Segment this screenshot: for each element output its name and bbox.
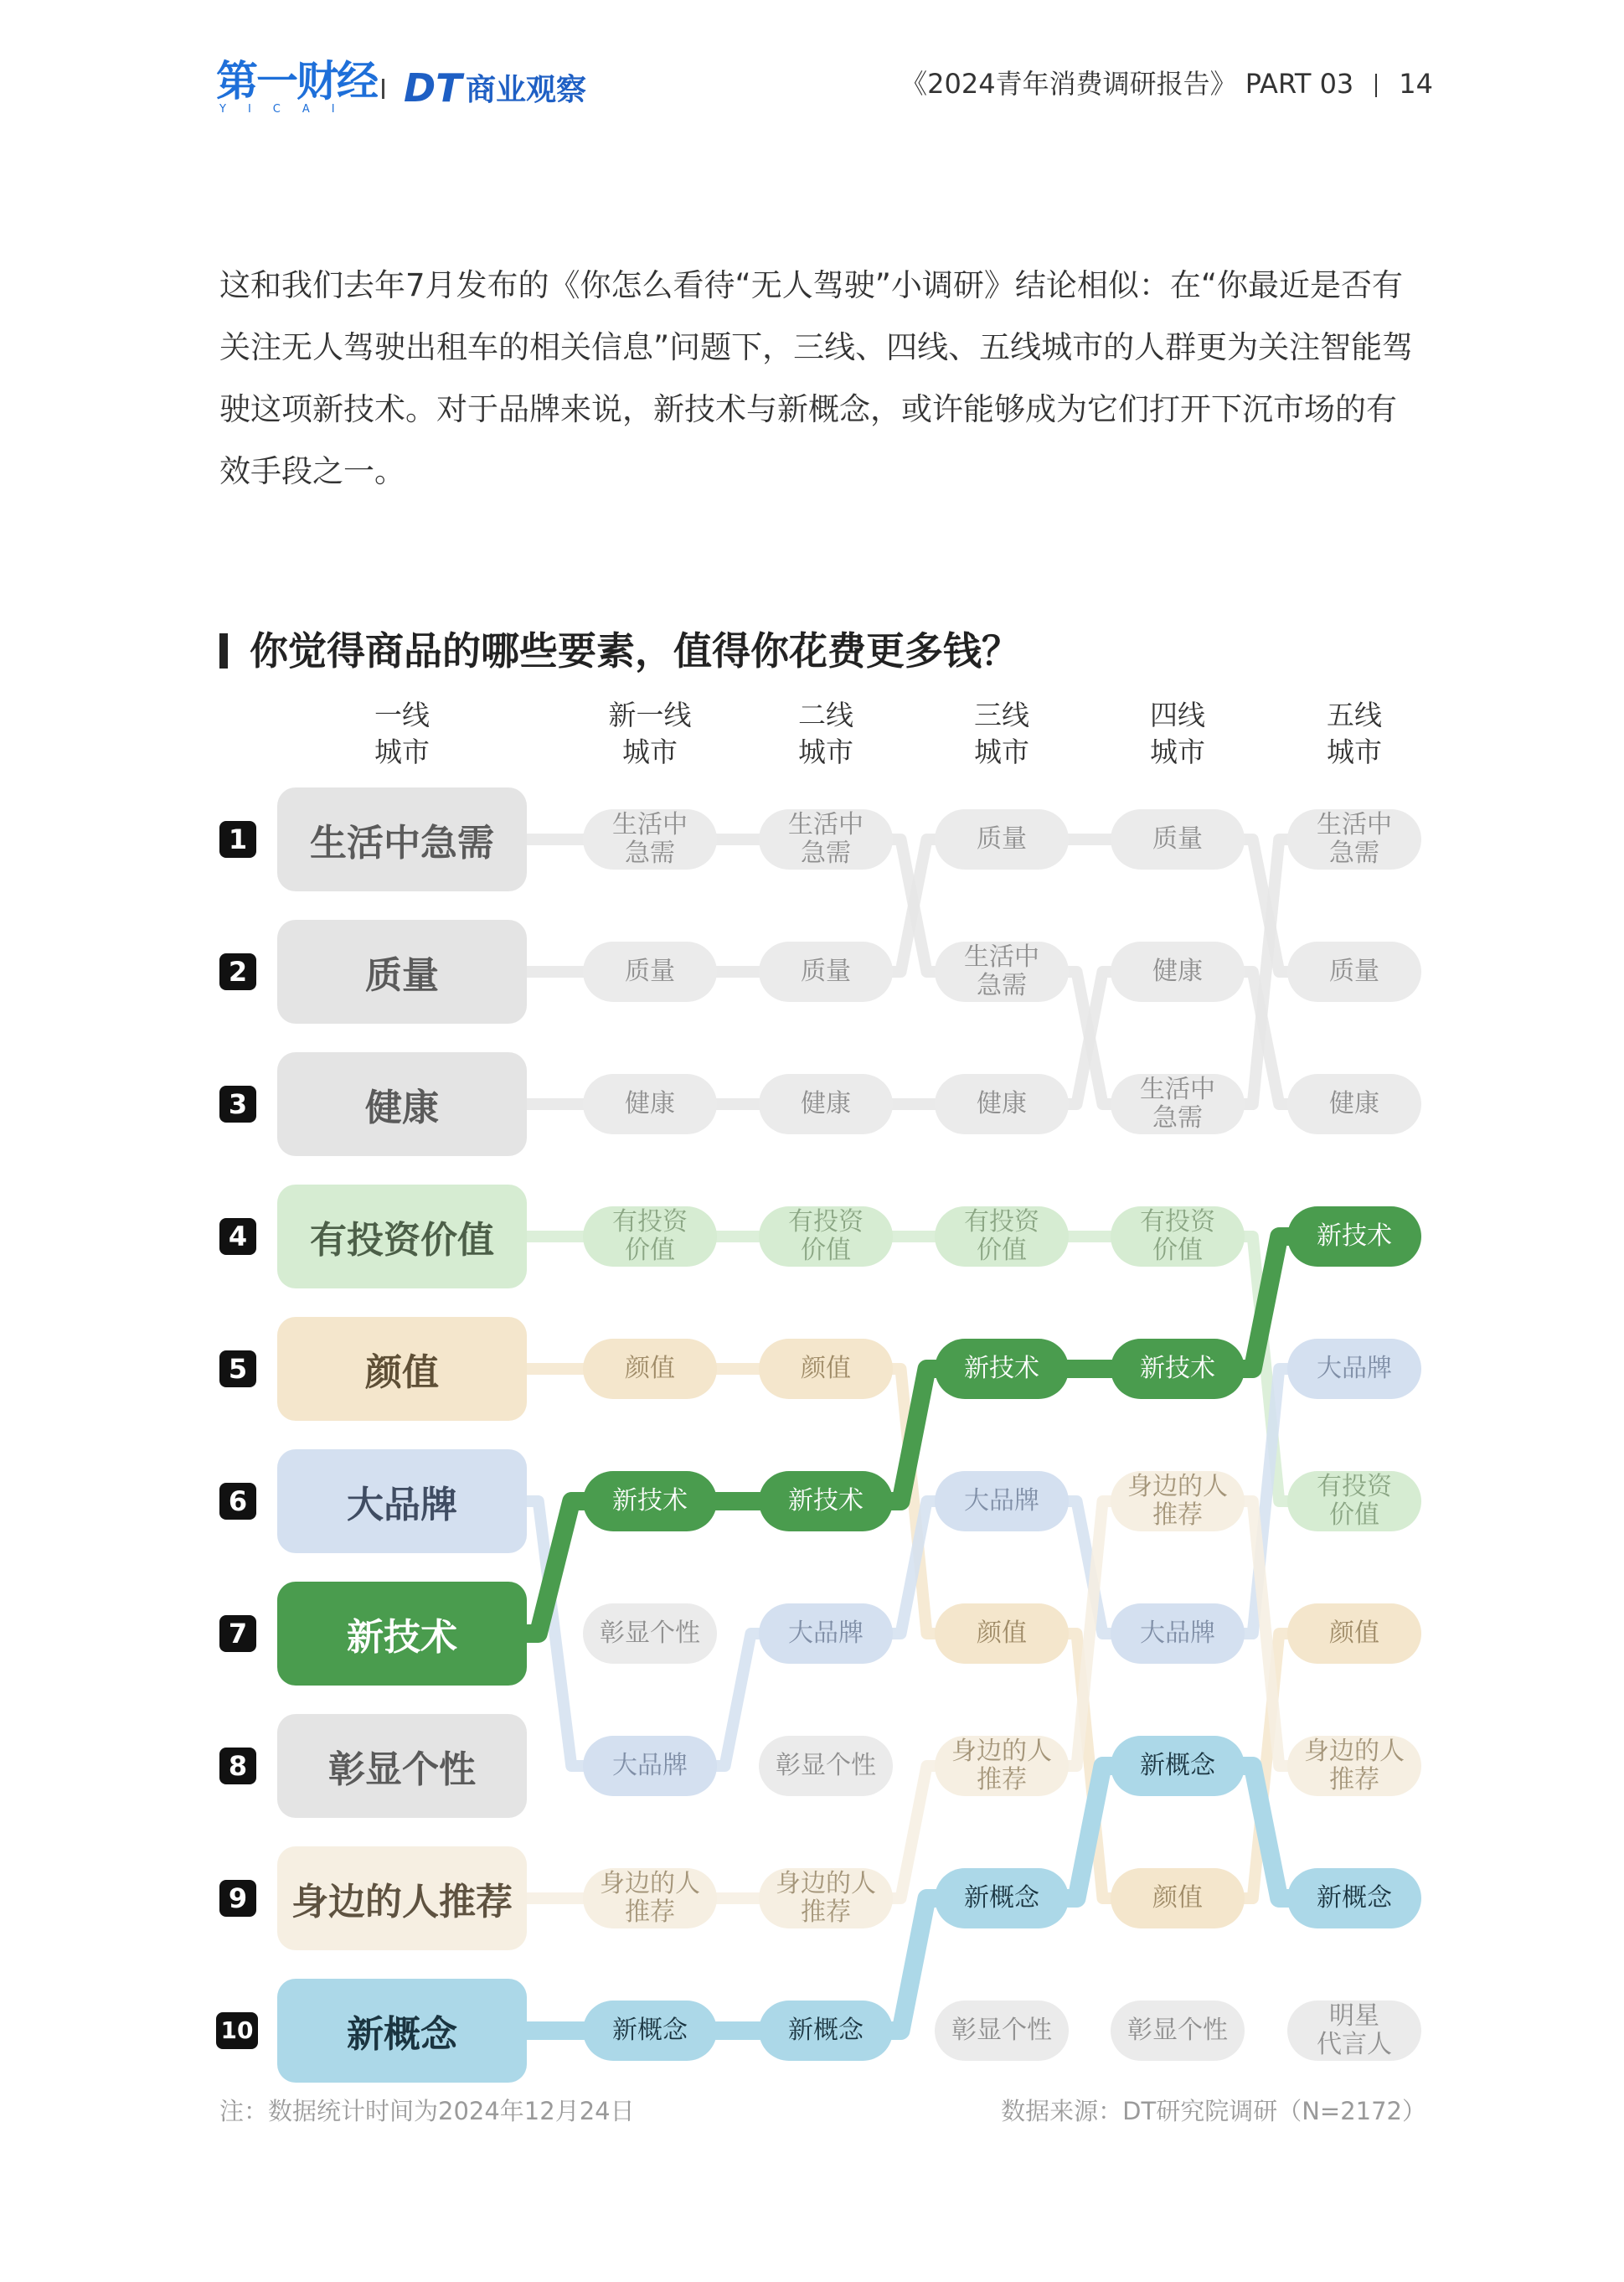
column-header-line1: 五线 (1327, 699, 1382, 731)
rank-pill: 生活中 急需 (759, 809, 893, 870)
rank-pill: 颜值 (583, 1339, 717, 1399)
first-tier-label: 健康 (277, 1052, 527, 1156)
dt-logo: DT (404, 65, 462, 111)
rank-badge: 6 (219, 1483, 256, 1520)
rank-pill: 彰显个性 (1111, 2001, 1245, 2061)
rank-pill: 有投资 价值 (1111, 1206, 1245, 1267)
rank-pill: 生活中 急需 (583, 809, 717, 870)
rank-badge: 4 (219, 1218, 256, 1255)
rank-pill: 颜值 (935, 1603, 1069, 1664)
rank-pill: 身边的人 推荐 (1111, 1471, 1245, 1531)
rank-pill: 身边的人 推荐 (759, 1868, 893, 1928)
dt-logo-text: 商业观察 (466, 73, 587, 107)
rank-pill: 颜值 (759, 1339, 893, 1399)
rank-pill: 大品牌 (759, 1603, 893, 1664)
rank-pill: 新技术 (1287, 1206, 1421, 1267)
rank-pill: 健康 (935, 1074, 1069, 1134)
rank-pill: 颜值 (1111, 1868, 1245, 1928)
rank-badge: 5 (219, 1350, 256, 1387)
rank-pill: 有投资 价值 (935, 1206, 1069, 1267)
rank-badge: 3 (219, 1086, 256, 1123)
column-header-line2: 城市 (798, 736, 853, 768)
rank-pill: 质量 (1111, 809, 1245, 870)
rank-badge: 2 (219, 953, 256, 990)
rank-pill: 新技术 (583, 1471, 717, 1531)
rank-pill: 质量 (1287, 942, 1421, 1002)
rank-pill: 彰显个性 (935, 2001, 1069, 2061)
rank-pill: 新概念 (583, 2001, 717, 2061)
report-title: 《2024青年消费调研报告》 (900, 68, 1237, 100)
rank-pill: 新技术 (759, 1471, 893, 1531)
first-tier-label: 身边的人推荐 (277, 1846, 527, 1950)
rank-pill: 生活中 急需 (1287, 809, 1421, 870)
rank-pill: 新概念 (1287, 1868, 1421, 1928)
rank-pill: 明星 代言人 (1287, 2001, 1421, 2061)
connector-身边的人推荐 (522, 1501, 1292, 1898)
column-header-line2: 城市 (374, 736, 430, 768)
first-tier-label: 彰显个性 (277, 1714, 527, 1818)
rank-pill: 新概念 (1111, 1736, 1245, 1796)
first-tier-label: 新概念 (277, 1979, 527, 2083)
yicai-logo-sub: YICAI (219, 103, 357, 116)
rank-pill: 有投资 价值 (583, 1206, 717, 1267)
rank-badge: 9 (219, 1880, 256, 1917)
rank-pill: 有投资 价值 (759, 1206, 893, 1267)
body-paragraph: 这和我们去年7月发布的《你怎么看待“无人驾驶”小调研》结论相似：在“你最近是否有关注无人驾驶出租车的相关信息”问题下，三线、四线、五线城市的人群更为关注智能驾驶这项新技术。对于品牌来说，新技术与新概念，或许能够成为它们打开下沉市场的有效手段之一。 (219, 267, 1414, 489)
page-number: 14 (1399, 68, 1433, 100)
rank-pill: 身边的人 推荐 (1287, 1736, 1421, 1796)
rank-pill: 大品牌 (1287, 1339, 1421, 1399)
column-header-line1: 二线 (798, 699, 853, 731)
rank-badge: 7 (219, 1615, 256, 1652)
rank-pill: 新技术 (935, 1339, 1069, 1399)
rank-badge: 10 (216, 2012, 258, 2049)
first-tier-label: 生活中急需 (277, 787, 527, 891)
rank-pill: 大品牌 (583, 1736, 717, 1796)
rank-pill: 新概念 (935, 1868, 1069, 1928)
rank-pill: 身边的人 推荐 (935, 1736, 1069, 1796)
first-tier-label: 有投资价值 (277, 1185, 527, 1288)
rank-badge: 8 (219, 1748, 256, 1784)
rank-pill: 质量 (935, 809, 1069, 870)
rank-pill: 质量 (583, 942, 717, 1002)
column-header-line1: 一线 (374, 699, 430, 731)
yicai-logo: 第一财经 (216, 57, 377, 106)
rank-badge: 1 (219, 821, 256, 858)
rank-pill: 彰显个性 (583, 1603, 717, 1664)
rank-pill: 新技术 (1111, 1339, 1245, 1399)
column-header-line1: 四线 (1150, 699, 1205, 731)
column-header-line1: 新一线 (608, 699, 692, 731)
column-header-line2: 城市 (1327, 736, 1382, 768)
rank-pill: 大品牌 (935, 1471, 1069, 1531)
rank-pill: 有投资 价值 (1287, 1471, 1421, 1531)
rank-pill: 健康 (583, 1074, 717, 1134)
rank-pill: 健康 (759, 1074, 893, 1134)
column-header-line2: 城市 (1150, 736, 1205, 768)
rank-pill: 健康 (1287, 1074, 1421, 1134)
rank-pill: 彰显个性 (759, 1736, 893, 1796)
first-tier-label: 颜值 (277, 1317, 527, 1421)
first-tier-label: 新技术 (277, 1582, 527, 1686)
first-tier-label: 大品牌 (277, 1449, 527, 1553)
rank-pill: 质量 (759, 942, 893, 1002)
chart-title: 你觉得商品的哪些要素，值得你花费更多钱？ (250, 628, 1020, 674)
column-header-line1: 三线 (974, 699, 1029, 731)
part-label: PART 03 (1245, 68, 1354, 100)
rank-pill: 生活中 急需 (935, 942, 1069, 1002)
data-source: 数据来源：DT研究院调研（N=2172） (1001, 2097, 1426, 2125)
first-tier-label: 质量 (277, 920, 527, 1024)
column-header-line2: 城市 (622, 736, 678, 768)
footer-note: 注：数据统计时间为2024年12月24日 (219, 2097, 635, 2125)
rank-pill: 颜值 (1287, 1603, 1421, 1664)
rank-pill: 生活中 急需 (1111, 1074, 1245, 1134)
rank-pill: 大品牌 (1111, 1603, 1245, 1664)
rank-pill: 新概念 (759, 2001, 893, 2061)
column-header-line2: 城市 (974, 736, 1029, 768)
rank-pill: 身边的人 推荐 (583, 1868, 717, 1928)
rank-pill: 健康 (1111, 942, 1245, 1002)
